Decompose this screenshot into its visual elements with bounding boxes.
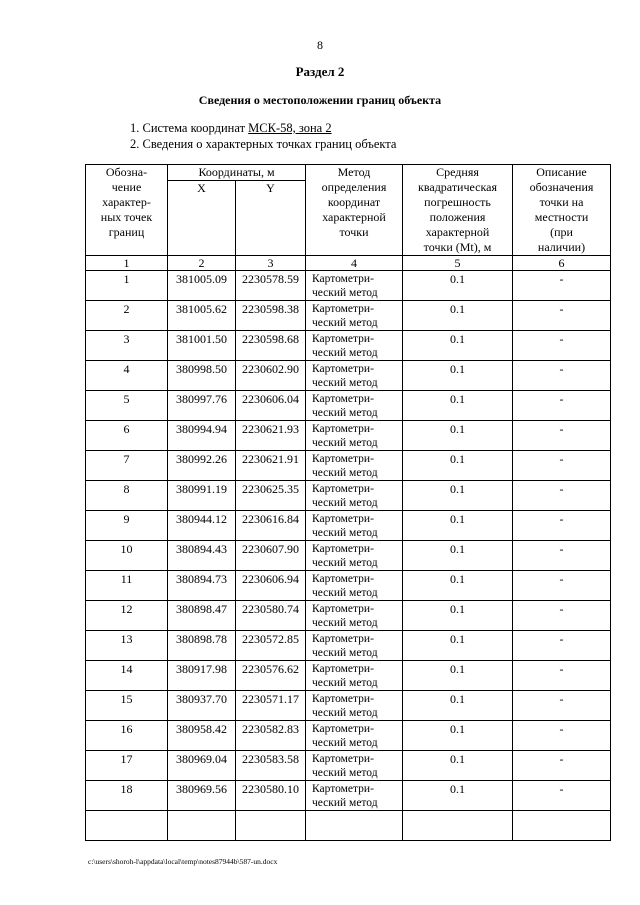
empty-cell: [236, 811, 306, 841]
table-empty-row: [86, 811, 611, 841]
method-line: ческий метод: [312, 347, 378, 359]
points-table-body: [86, 271, 611, 841]
mean-error-cell: 0.1: [403, 571, 513, 601]
method-cell: [306, 301, 403, 331]
method-cell: [306, 571, 403, 601]
x-coordinate-cell: 381005.09: [168, 271, 236, 301]
empty-cell: [403, 811, 513, 841]
y-coordinate-cell: 2230606.04: [236, 391, 306, 421]
mean-error-cell: 0.1: [403, 511, 513, 541]
method-line: ческий метод: [312, 317, 378, 329]
method-cell: [306, 541, 403, 571]
mean-error-cell: 0.1: [403, 331, 513, 361]
table-row: [86, 421, 611, 451]
header-line: погрешность: [424, 195, 491, 209]
method-cell: [306, 751, 403, 781]
method-line: ческий метод: [312, 557, 378, 569]
header-coordinates: Координаты, м: [168, 165, 306, 181]
table-row: [86, 721, 611, 751]
method-line: Картометри-: [312, 303, 374, 315]
y-coordinate-cell: 2230621.91: [236, 451, 306, 481]
mean-error-cell: 0.1: [403, 721, 513, 751]
point-number-cell: 7: [86, 451, 168, 481]
header-line: Средняя: [436, 165, 479, 179]
header-description: [513, 165, 611, 256]
x-coordinate-cell: 380997.76: [168, 391, 236, 421]
x-coordinate-cell: 380898.78: [168, 631, 236, 661]
list-item-coordinate-system: [130, 120, 396, 136]
description-cell: -: [513, 391, 611, 421]
y-coordinate-cell: 2230625.35: [236, 481, 306, 511]
column-number: 1: [86, 256, 168, 271]
description-cell: -: [513, 421, 611, 451]
table-row: [86, 271, 611, 301]
table-row: [86, 661, 611, 691]
table-row: [86, 691, 611, 721]
method-line: Картометри-: [312, 513, 374, 525]
description-cell: -: [513, 631, 611, 661]
mean-error-cell: 0.1: [403, 421, 513, 451]
header-line: характер-: [102, 195, 151, 209]
method-cell: [306, 361, 403, 391]
empty-cell: [306, 811, 403, 841]
header-line: определения: [321, 180, 387, 194]
header-point-designation: [86, 165, 168, 256]
point-number-cell: 15: [86, 691, 168, 721]
method-line: ческий метод: [312, 797, 378, 809]
method-line: ческий метод: [312, 497, 378, 509]
point-number-cell: 9: [86, 511, 168, 541]
method-line: Картометри-: [312, 483, 374, 495]
table-row: [86, 781, 611, 811]
y-coordinate-cell: 2230572.85: [236, 631, 306, 661]
info-list: [130, 120, 396, 152]
method-line: ческий метод: [312, 707, 378, 719]
description-cell: -: [513, 781, 611, 811]
header-line: чение: [111, 180, 142, 194]
point-number-cell: 8: [86, 481, 168, 511]
y-coordinate-cell: 2230583.58: [236, 751, 306, 781]
method-cell: [306, 481, 403, 511]
method-line: ческий метод: [312, 767, 378, 779]
empty-cell: [513, 811, 611, 841]
list-item-points-info: 2. Сведения о характерных точках границ объекта: [130, 137, 397, 151]
method-cell: [306, 631, 403, 661]
header-line: характерной: [322, 210, 386, 224]
x-coordinate-cell: 380969.56: [168, 781, 236, 811]
method-line: ческий метод: [312, 647, 378, 659]
method-line: Картометри-: [312, 453, 374, 465]
x-coordinate-cell: 380994.94: [168, 421, 236, 451]
column-number: 4: [306, 256, 403, 271]
method-line: ческий метод: [312, 377, 378, 389]
description-cell: -: [513, 331, 611, 361]
mean-error-cell: 0.1: [403, 631, 513, 661]
y-coordinate-cell: 2230602.90: [236, 361, 306, 391]
method-cell: [306, 691, 403, 721]
description-cell: -: [513, 751, 611, 781]
header-line: обозначения: [529, 180, 594, 194]
header-line: положения: [429, 210, 486, 224]
header-line: квадратическая: [418, 180, 497, 194]
method-cell: [306, 451, 403, 481]
header-line: координат: [327, 195, 381, 209]
mean-error-cell: 0.1: [403, 691, 513, 721]
header-line: наличии): [537, 240, 586, 254]
header-line: Метод: [337, 165, 371, 179]
method-cell: [306, 331, 403, 361]
method-line: Картометри-: [312, 753, 374, 765]
method-line: Картометри-: [312, 333, 374, 345]
x-coordinate-cell: 380991.19: [168, 481, 236, 511]
y-coordinate-cell: 2230580.10: [236, 781, 306, 811]
mean-error-cell: 0.1: [403, 781, 513, 811]
point-number-cell: 18: [86, 781, 168, 811]
column-number: 2: [168, 256, 236, 271]
x-coordinate-cell: 380958.42: [168, 721, 236, 751]
mean-error-cell: 0.1: [403, 751, 513, 781]
description-cell: -: [513, 691, 611, 721]
x-coordinate-cell: 380937.70: [168, 691, 236, 721]
method-line: ческий метод: [312, 467, 378, 479]
method-line: Картометри-: [312, 423, 374, 435]
point-number-cell: 1: [86, 271, 168, 301]
column-number: 5: [403, 256, 513, 271]
mean-error-cell: 0.1: [403, 541, 513, 571]
point-number-cell: 14: [86, 661, 168, 691]
method-line: Картометри-: [312, 783, 374, 795]
mean-error-cell: 0.1: [403, 271, 513, 301]
description-cell: -: [513, 361, 611, 391]
point-number-cell: 17: [86, 751, 168, 781]
method-line: ческий метод: [312, 287, 378, 299]
method-cell: [306, 721, 403, 751]
section-title: Раздел 2: [295, 64, 345, 79]
header-line: Описание: [536, 165, 587, 179]
x-coordinate-cell: 380917.98: [168, 661, 236, 691]
y-coordinate-cell: 2230598.68: [236, 331, 306, 361]
table-row: [86, 511, 611, 541]
point-number-cell: 3: [86, 331, 168, 361]
method-line: ческий метод: [312, 527, 378, 539]
header-line: (при: [550, 225, 573, 239]
point-number-cell: 12: [86, 601, 168, 631]
table-row: [86, 331, 611, 361]
x-coordinate-cell: 380944.12: [168, 511, 236, 541]
description-cell: -: [513, 571, 611, 601]
description-cell: -: [513, 661, 611, 691]
description-cell: -: [513, 301, 611, 331]
mean-error-cell: 0.1: [403, 391, 513, 421]
mean-error-cell: 0.1: [403, 301, 513, 331]
points-table: [85, 164, 611, 841]
header-mean-error: [403, 165, 513, 256]
column-number: 6: [513, 256, 611, 271]
table-row: [86, 391, 611, 421]
table-row: [86, 301, 611, 331]
mean-error-cell: 0.1: [403, 601, 513, 631]
description-cell: -: [513, 541, 611, 571]
method-line: Картометри-: [312, 363, 374, 375]
y-coordinate-cell: 2230578.59: [236, 271, 306, 301]
y-coordinate-cell: 2230616.84: [236, 511, 306, 541]
document-subtitle: Сведения о местоположении границ объекта: [198, 93, 442, 107]
description-cell: -: [513, 451, 611, 481]
method-line: Картометри-: [312, 633, 374, 645]
table-row: [86, 361, 611, 391]
method-cell: [306, 391, 403, 421]
description-cell: -: [513, 601, 611, 631]
mean-error-cell: 0.1: [403, 361, 513, 391]
x-coordinate-cell: 381001.50: [168, 331, 236, 361]
mean-error-cell: 0.1: [403, 661, 513, 691]
x-coordinate-cell: 380992.26: [168, 451, 236, 481]
point-number-cell: 11: [86, 571, 168, 601]
point-number-cell: 6: [86, 421, 168, 451]
point-number-cell: 2: [86, 301, 168, 331]
method-cell: [306, 511, 403, 541]
y-coordinate-cell: 2230607.90: [236, 541, 306, 571]
empty-cell: [86, 811, 168, 841]
method-cell: [306, 661, 403, 691]
method-line: Картометри-: [312, 603, 374, 615]
coordinate-system-value: МСК-58, зона 2: [248, 121, 332, 135]
y-coordinate-cell: 2230580.74: [236, 601, 306, 631]
header-y: Y: [236, 181, 306, 256]
empty-cell: [168, 811, 236, 841]
table-row: [86, 631, 611, 661]
header-line: характерной: [425, 225, 490, 239]
method-line: Картометри-: [312, 543, 374, 555]
x-coordinate-cell: 380998.50: [168, 361, 236, 391]
x-coordinate-cell: 380894.43: [168, 541, 236, 571]
header-line: точки (Mt), м: [423, 240, 492, 254]
description-cell: -: [513, 721, 611, 751]
header-method: [306, 165, 403, 256]
table-row: [86, 451, 611, 481]
x-coordinate-cell: 380894.73: [168, 571, 236, 601]
method-line: Картометри-: [312, 573, 374, 585]
header-line: границ: [108, 225, 145, 239]
point-number-cell: 16: [86, 721, 168, 751]
footer-file-path: c:\users\shoroh-l\appdata\local\temp\notes87944b\587-un.docx: [88, 857, 278, 866]
mean-error-cell: 0.1: [403, 481, 513, 511]
y-coordinate-cell: 2230576.62: [236, 661, 306, 691]
x-coordinate-cell: 380969.04: [168, 751, 236, 781]
description-cell: -: [513, 511, 611, 541]
method-line: ческий метод: [312, 677, 378, 689]
table-row: [86, 571, 611, 601]
y-coordinate-cell: 2230582.83: [236, 721, 306, 751]
method-cell: [306, 271, 403, 301]
point-number-cell: 10: [86, 541, 168, 571]
method-line: Картометри-: [312, 693, 374, 705]
description-cell: -: [513, 481, 611, 511]
table-row: [86, 481, 611, 511]
method-line: ческий метод: [312, 737, 378, 749]
point-number-cell: 4: [86, 361, 168, 391]
header-line: Обозна-: [105, 165, 148, 179]
header-line: точки: [339, 225, 369, 239]
y-coordinate-cell: 2230621.93: [236, 421, 306, 451]
y-coordinate-cell: 2230598.38: [236, 301, 306, 331]
header-line: точки на: [539, 195, 584, 209]
y-coordinate-cell: 2230606.94: [236, 571, 306, 601]
mean-error-cell: 0.1: [403, 451, 513, 481]
method-line: ческий метод: [312, 587, 378, 599]
column-number: 3: [236, 256, 306, 271]
list-item-label: 1. Система координат: [130, 121, 249, 135]
description-cell: -: [513, 271, 611, 301]
y-coordinate-cell: 2230571.17: [236, 691, 306, 721]
method-line: ческий метод: [312, 617, 378, 629]
method-line: Картометри-: [312, 393, 374, 405]
method-line: Картометри-: [312, 663, 374, 675]
x-coordinate-cell: 380898.47: [168, 601, 236, 631]
method-line: Картометри-: [312, 723, 374, 735]
point-number-cell: 13: [86, 631, 168, 661]
method-line: ческий метод: [312, 407, 378, 419]
header-x: X: [168, 181, 236, 256]
table-row: [86, 601, 611, 631]
x-coordinate-cell: 381005.62: [168, 301, 236, 331]
page-number: 8: [317, 38, 323, 52]
table-row: [86, 751, 611, 781]
method-line: ческий метод: [312, 437, 378, 449]
method-line: Картометри-: [312, 273, 374, 285]
method-cell: [306, 601, 403, 631]
method-cell: [306, 421, 403, 451]
header-line: ных точек: [100, 210, 153, 224]
method-cell: [306, 781, 403, 811]
point-number-cell: 5: [86, 391, 168, 421]
header-line: местности: [534, 210, 589, 224]
table-row: [86, 541, 611, 571]
